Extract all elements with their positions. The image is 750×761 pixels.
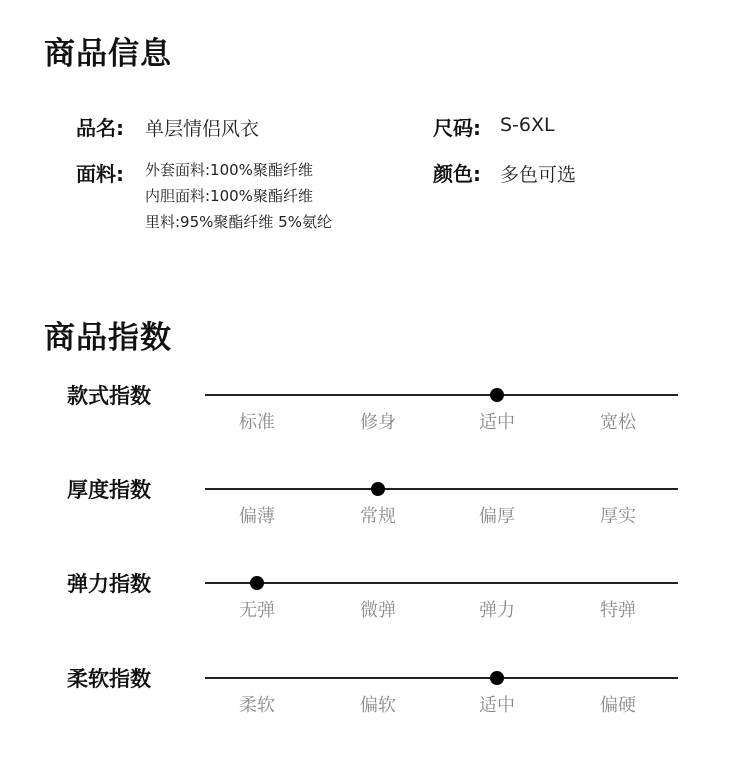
info-color-label: 颜色: <box>433 162 481 186</box>
index-slider-track <box>205 394 678 396</box>
index-option: 无弹 <box>239 600 275 621</box>
index-label: 厚度指数 <box>67 478 151 502</box>
product-info-title: 商品信息 <box>44 36 172 72</box>
index-option: 偏硬 <box>600 695 636 716</box>
index-row <box>0 572 750 642</box>
info-name-value: 单层情侣风衣 <box>145 118 260 140</box>
index-option: 标准 <box>239 412 275 433</box>
info-fabric-line-2: 内胆面料:100%聚酯纤维 <box>145 187 313 205</box>
index-option: 厚实 <box>600 506 636 527</box>
index-label: 柔软指数 <box>67 667 151 691</box>
info-size-value: S-6XL <box>500 114 555 136</box>
index-option: 特弹 <box>600 600 636 621</box>
index-marker-dot <box>371 482 385 496</box>
info-color-value: 多色可选 <box>500 164 577 186</box>
index-label: 款式指数 <box>67 384 151 408</box>
index-option: 偏厚 <box>479 506 515 527</box>
index-marker-dot <box>490 671 504 685</box>
index-slider-track <box>205 488 678 490</box>
index-option: 常规 <box>360 506 396 527</box>
index-row <box>0 384 750 454</box>
index-slider-track <box>205 582 678 584</box>
index-option: 弹力 <box>479 600 515 621</box>
index-slider-track <box>205 677 678 679</box>
info-name-label: 品名: <box>76 116 124 140</box>
index-option: 修身 <box>360 412 396 433</box>
index-option: 宽松 <box>600 412 636 433</box>
index-marker-dot <box>250 576 264 590</box>
index-option: 偏薄 <box>239 506 275 527</box>
info-fabric-line-3: 里料:95%聚酯纤维 5%氨纶 <box>145 213 332 231</box>
index-option: 微弹 <box>360 600 396 621</box>
info-fabric-label: 面料: <box>76 162 124 186</box>
index-row <box>0 667 750 737</box>
index-option: 适中 <box>479 412 515 433</box>
index-marker-dot <box>490 388 504 402</box>
product-index-title: 商品指数 <box>44 320 172 356</box>
index-option: 适中 <box>479 695 515 716</box>
index-label: 弹力指数 <box>67 572 151 596</box>
index-option: 偏软 <box>360 695 396 716</box>
index-row <box>0 478 750 548</box>
info-fabric-line-1: 外套面料:100%聚酯纤维 <box>145 161 313 179</box>
info-size-label: 尺码: <box>433 116 481 140</box>
index-option: 柔软 <box>239 695 275 716</box>
